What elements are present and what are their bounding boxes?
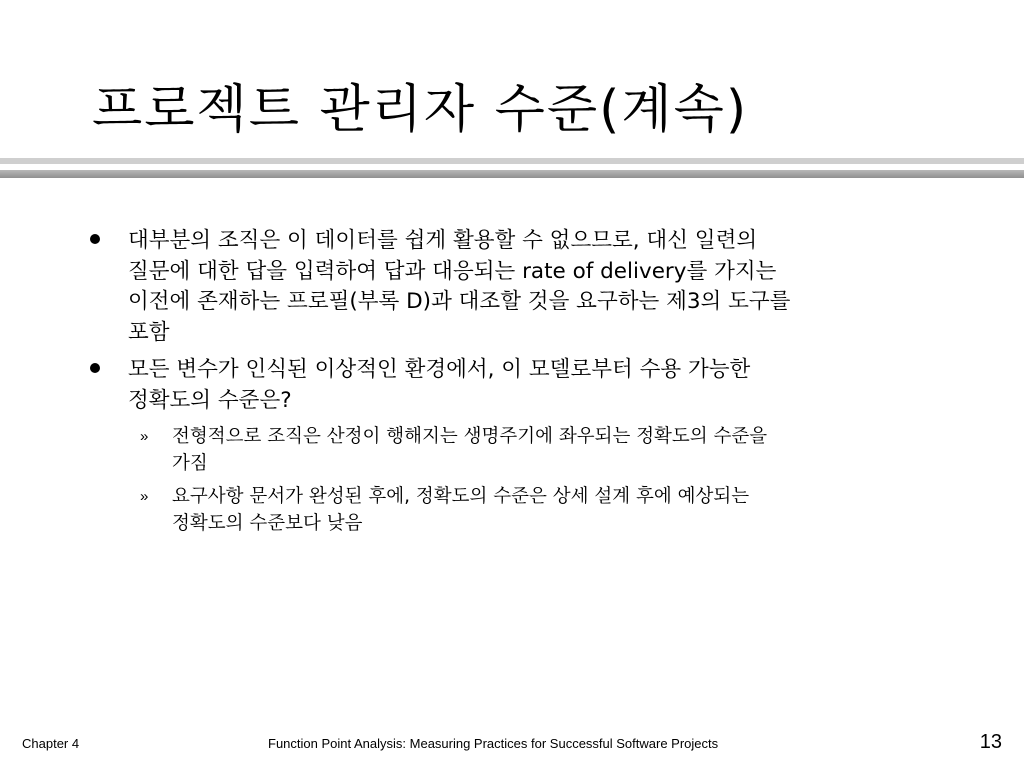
title-divider-dark (0, 170, 1024, 178)
bullet-text-line: 대부분의 조직은 이 데이터를 쉽게 활용할 수 없으므로, 대신 일련의 (128, 228, 758, 253)
bullet-text-line: 질문에 대한 답을 입력하여 답과 대응되는 rate of delivery를 가지는 (128, 258, 777, 284)
slide-title: 프로젝트 관리자 수준(계속) (92, 80, 749, 140)
bullet-text-line: 정확도의 수준은? (128, 387, 292, 413)
footer-book-title: Function Point Analysis: Measuring Practices for Successful Software Projects (268, 736, 719, 751)
sub-bullet-item (84, 483, 944, 537)
footer-chapter: Chapter 4 (22, 736, 80, 751)
bullet-item (84, 355, 944, 416)
sub-bullet-item (84, 423, 944, 477)
sub-bullet-marker: » (140, 488, 149, 505)
title-divider-light (0, 158, 1024, 164)
sub-bullet-text-line: 정확도의 수준보다 낮음 (172, 513, 363, 534)
footer-page-number: 13 (979, 731, 1002, 753)
bullet-dot-icon (90, 234, 100, 244)
sub-bullet-marker: » (140, 428, 149, 445)
sub-bullet-text-line: 요구사항 문서가 완성된 후에, 정확도의 수준은 상세 설계 후에 예상되는 (172, 486, 750, 507)
slide-body (84, 226, 944, 543)
bullet-text-line: 모든 변수가 인식된 이상적인 환경에서, 이 모델로부터 수용 가능한 (128, 357, 751, 382)
sub-bullet-text-line: 전형적으로 조직은 산정이 행해지는 생명주기에 좌우되는 정확도의 수준을 (172, 426, 768, 447)
bullet-text-line: 포함 (128, 319, 170, 345)
bullet-item (84, 226, 944, 348)
bullet-text-line: 이전에 존재하는 프로필(부록 D)과 대조할 것을 요구하는 제3의 도구를 (128, 289, 791, 314)
bullet-dot-icon (90, 363, 100, 373)
sub-bullet-text-line: 가짐 (172, 453, 208, 474)
